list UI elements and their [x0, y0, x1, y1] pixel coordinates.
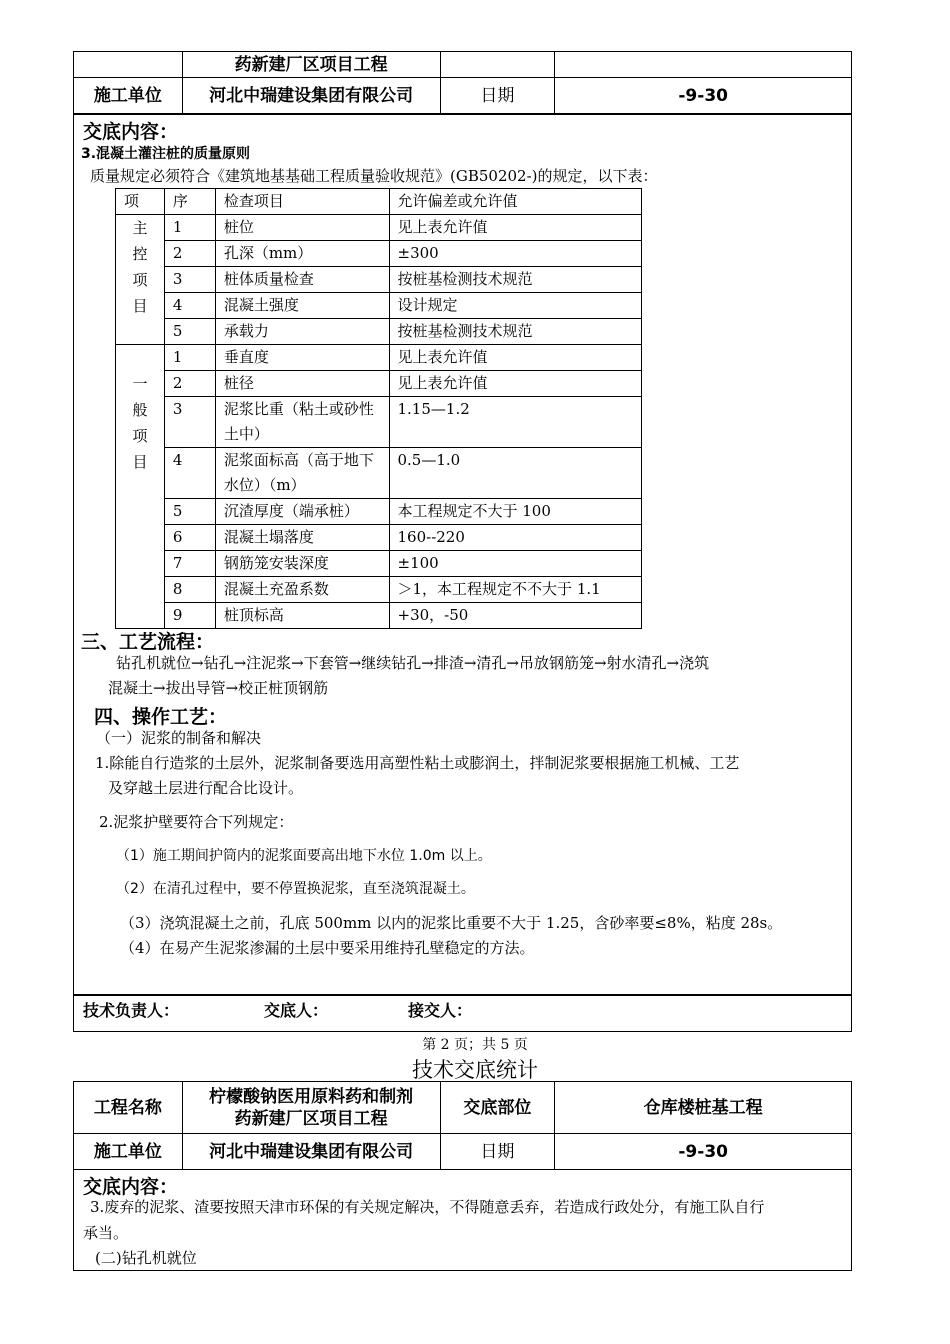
giver-label: 交底人：: [264, 1001, 329, 1020]
table-cell: 混凝土强度: [215, 293, 389, 319]
date-value: -9-30: [555, 1134, 852, 1170]
table-row: [116, 215, 642, 241]
table-cell: 泥浆比重（粘土或砂性土中）: [215, 397, 389, 448]
receiver-label: 接交人：: [408, 1001, 473, 1020]
table-cell: 桩位: [215, 215, 389, 241]
content-title: 交底内容：: [83, 121, 179, 143]
table-cell: 混凝土充盈系数: [215, 577, 389, 603]
operations-subtitle-1: （一）泥浆的制备和解决: [96, 729, 262, 747]
table-row: [116, 448, 642, 499]
table-cell: 0.5—1.0: [389, 448, 642, 499]
page-number: 第 2 页；共 5 页: [422, 1037, 528, 1053]
operations-para-2: 2.泥浆护壁要符合下列规定：: [99, 813, 294, 831]
group-main-control: [116, 215, 165, 345]
header-cell-empty: [555, 52, 852, 78]
project-name-cont: 药新建厂区项目工程: [182, 52, 440, 78]
table-cell: 沉渣厚度（端承桩）: [215, 499, 389, 525]
unit-value: 河北中瑞建设集团有限公司: [182, 1134, 440, 1170]
project-label: 工程名称: [74, 1082, 183, 1134]
operations-rule-1: （1）施工期间护筒内的泥浆面要高出地下水位 1.0m 以上。: [116, 848, 492, 864]
operations-rule-2: （2）在清孔过程中，要不停置换泥浆，直至浇筑混凝土。: [116, 881, 475, 897]
unit-value: 河北中瑞建设集团有限公司: [182, 78, 440, 114]
table-cell: 见上表允许值: [389, 345, 642, 371]
group-label: 主控项目: [132, 219, 148, 315]
table-cell: 8: [164, 577, 215, 603]
page2-header-table: [73, 1081, 852, 1170]
operations-rule-4: （4）在易产生泥浆渗漏的土层中要采用维持孔壁稳定的方法。: [120, 939, 535, 957]
table-cell: 钢筋笼安装深度: [215, 551, 389, 577]
quality-table: [115, 188, 642, 629]
operations-rule-3: （3）浇筑混凝土之前，孔底 500mm 以内的泥浆比重要不大于 1.25，含砂率要≤8%，粘度 28s。: [120, 914, 783, 932]
process-line-1: 钻孔机就位→钻孔→注泥浆→下套管→继续钻孔→排渣→清孔→吊放钢筋笼→射水清孔→浇筑: [116, 654, 710, 672]
header-cell-empty: [74, 52, 183, 78]
table-cell: 本工程规定不大于 100: [389, 499, 642, 525]
table-row: [116, 371, 642, 397]
group-general: [116, 345, 165, 629]
table-cell: 按桩基检测技术规范: [389, 267, 642, 293]
operations-para-1-line-2: 及穿越土层进行配合比设计。: [108, 779, 304, 797]
page1-header-table: [73, 51, 852, 114]
table-cell: ＞1，本工程规定不不大于 1.1: [389, 577, 642, 603]
project-value-line-2: 药新建厂区项目工程: [234, 1108, 388, 1129]
table-row: [116, 525, 642, 551]
unit-label: 施工单位: [74, 78, 183, 114]
table-cell: 泥浆面标高（高于地下水位）（m）: [215, 448, 389, 499]
table-cell: 5: [164, 499, 215, 525]
table-cell: 6: [164, 525, 215, 551]
table-cell: +30，-50: [389, 603, 642, 629]
table-header: 项: [116, 189, 165, 215]
table-cell: 桩体质量检查: [215, 267, 389, 293]
date-label: 日期: [440, 1134, 555, 1170]
operations-para-1-line-1: 1.除能自行造浆的土层外，泥浆制备要选用高塑性粘土或膨润土，拌制泥浆要根据施工机械、工艺: [95, 754, 740, 772]
table-cell: 按桩基检测技术规范: [389, 319, 642, 345]
table-cell: 2: [164, 241, 215, 267]
group-label: 一般项目: [132, 375, 148, 471]
table-cell: 1.15—1.2: [389, 397, 642, 448]
page2-para-3-line-1: 3.废弃的泥浆、渣要按照天津市环保的有关规定解决，不得随意丢弃，若造成行政处分，有施工队自行: [90, 1198, 765, 1216]
section3-intro: 质量规定必须符合《建筑地基基础工程质量验收规范》(GB50202-)的规定，以下表：: [90, 167, 658, 185]
table-cell: 4: [164, 293, 215, 319]
operations-title: 四、操作工艺：: [94, 706, 228, 728]
table-header: 允许偏差或允许值: [389, 189, 642, 215]
date-value: -9-30: [555, 78, 852, 114]
header-cell-empty: [440, 52, 555, 78]
page2-subtitle-2: (二)钻孔机就位: [95, 1249, 197, 1267]
table-cell: ±300: [389, 241, 642, 267]
table-row: [116, 577, 642, 603]
table-cell: 1: [164, 215, 215, 241]
table-cell: 垂直度: [215, 345, 389, 371]
project-value: [182, 1082, 440, 1134]
table-cell: 桩顶标高: [215, 603, 389, 629]
part-value: 仓库楼桩基工程: [555, 1082, 852, 1134]
table-cell: 设计规定: [389, 293, 642, 319]
table-header: 检查项目: [215, 189, 389, 215]
date-label: 日期: [440, 78, 555, 114]
table-row: [116, 319, 642, 345]
table-cell: 见上表允许值: [389, 215, 642, 241]
table-cell: 7: [164, 551, 215, 577]
process-line-2: 混凝土→拔出导管→校正桩顶钢筋: [108, 679, 329, 697]
table-cell: ±100: [389, 551, 642, 577]
table-cell: 混凝土塌落度: [215, 525, 389, 551]
table-row: [116, 267, 642, 293]
table-cell: 5: [164, 319, 215, 345]
section3-title: 3.混凝土灌注桩的质量原则: [81, 146, 251, 162]
table-cell: 桩径: [215, 371, 389, 397]
page2-title: 技术交底统计: [412, 1058, 538, 1082]
unit-label: 施工单位: [74, 1134, 183, 1170]
table-row: [116, 499, 642, 525]
table-header-row: [116, 189, 642, 215]
table-cell: 3: [164, 397, 215, 448]
table-cell: 承载力: [215, 319, 389, 345]
table-row: [116, 551, 642, 577]
table-row: [116, 345, 642, 371]
table-cell: 孔深（mm）: [215, 241, 389, 267]
table-cell: 1: [164, 345, 215, 371]
table-cell: 4: [164, 448, 215, 499]
table-cell: 9: [164, 603, 215, 629]
table-row: [116, 293, 642, 319]
page2-content-title: 交底内容：: [83, 1176, 179, 1198]
table-row: [116, 397, 642, 448]
table-cell: 160--220: [389, 525, 642, 551]
part-label: 交底部位: [440, 1082, 555, 1134]
process-title: 三、工艺流程：: [81, 631, 215, 653]
page2-para-3-line-2: 承当。: [83, 1224, 129, 1242]
project-value-line-1: 柠檬酸钠医用原料药和制剂: [209, 1086, 414, 1107]
table-cell: 3: [164, 267, 215, 293]
table-row: [116, 241, 642, 267]
tech-lead-label: 技术负责人：: [83, 1001, 180, 1020]
table-cell: 2: [164, 371, 215, 397]
table-cell: 见上表允许值: [389, 371, 642, 397]
table-row: [116, 603, 642, 629]
table-header: 序: [164, 189, 215, 215]
